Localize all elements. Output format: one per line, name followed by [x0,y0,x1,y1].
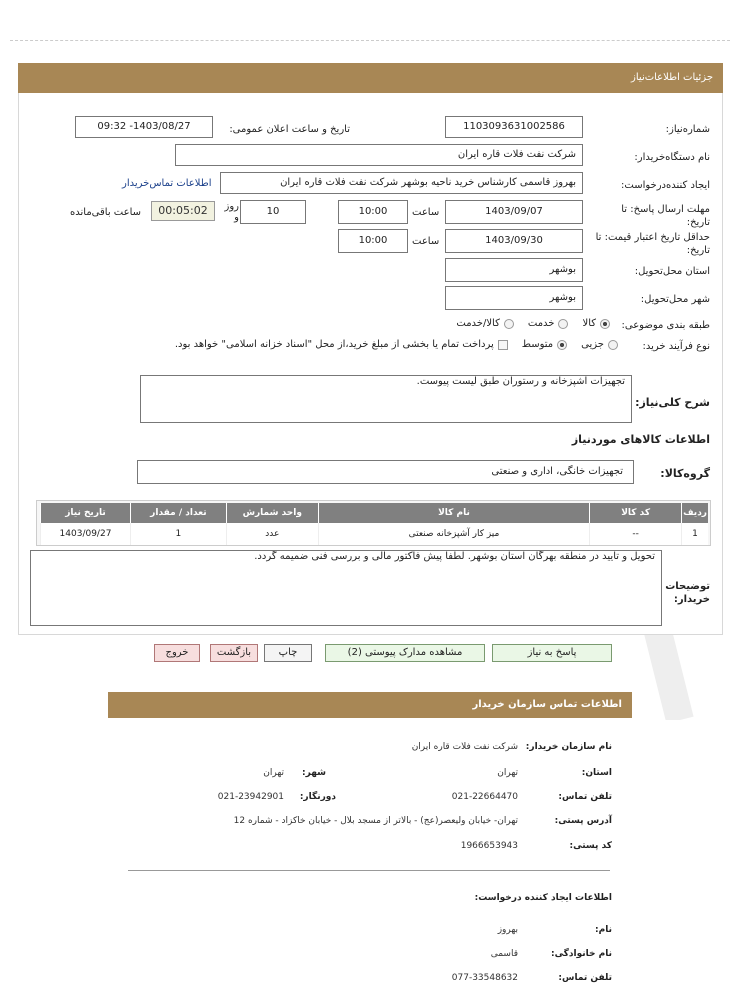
requester-phone-value: 077-33548632 [451,973,518,983]
goods-group-field: تجهیزات خانگی، اداری و صنعتی [137,460,634,484]
process-minor-label: جزیی [581,339,604,350]
col-name: نام کالا [318,503,590,523]
radio-minor[interactable] [608,340,618,350]
city-contact-label: شهر: [302,768,326,778]
reply-time-field: 10:00 [338,200,408,224]
payment-note: پرداخت تمام یا بخشی از مبلغ خرید،از محل "اسناد خزانه اسلامی" خواهد بود. [174,339,494,350]
goods-group-label: گروه‌کالا: [660,467,710,480]
process-medium-label: متوسط [521,339,554,350]
city-field: بوشهر [445,286,583,310]
phone-value: 021-22664470 [451,792,518,802]
back-button[interactable]: بازگشت [210,644,258,662]
days-label: روز و [224,201,239,223]
city-label: شهر محل‌تحویل: [640,294,710,305]
payment-checkbox[interactable] [498,340,508,350]
items-table [40,503,708,545]
table-row [41,523,709,545]
remaining-label: ساعت باقی‌مانده [70,207,142,218]
category-goods-label: کالا [582,318,596,329]
price-validity-date-field: 1403/09/30 [445,229,583,253]
requester-phone-label: تلفن تماس: [558,973,612,983]
province-label: استان محل‌تحویل: [634,266,710,277]
radio-medium[interactable] [557,340,567,350]
process-label: نوع فرآیند خرید: [642,341,710,352]
buyer-contact-link[interactable]: اطلاعات تماس‌خریدار [122,178,212,189]
address-value: تهران- خیابان ولیعصر(عج) - بالاتر از مسجد بلال - خیابان خاکزاد - شماره 12 [233,816,518,826]
cell-row: 1 [682,523,708,545]
reply-date-field: 1403/09/07 [445,200,583,224]
col-qty: تعداد / مقدار [130,503,226,523]
summary-label: شرح کلی‌نیاز: [635,396,710,409]
fax-label: دورنگار: [299,792,336,802]
category-both[interactable] [456,318,514,329]
radio-goods[interactable] [600,319,610,329]
process-radios [175,339,618,350]
buyer-notes-label: توضیحات خریدار: [665,581,710,605]
category-goods[interactable] [582,318,610,329]
top-divider [10,40,730,41]
price-validity-label: حداقل تاریخ اعتبار قیمت: تا تاریخ: [595,232,710,256]
buyer-org-label: نام دستگاه‌خریدار: [634,152,710,163]
col-code: کد کالا [590,503,682,523]
phone-label: تلفن تماس: [558,792,612,802]
cell-date: 1403/09/27 [41,523,131,545]
postal-label: کد پستی: [569,841,612,851]
requester-name-value: بهروز [497,925,518,935]
cell-unit: عدد [226,523,318,545]
attachments-button[interactable]: مشاهده مدارک پیوستی (2) [325,644,485,662]
category-service-label: خدمت [527,318,555,329]
fax-value: 021-23942901 [217,792,284,802]
col-row: ردیف [682,503,708,523]
price-time-field: 10:00 [338,229,408,253]
announce-field: 1403/08/27- 09:32 [75,116,213,138]
org-label: نام سازمان خریدار: [525,742,612,752]
postal-value: 1966653943 [460,841,518,851]
org-value: شرکت نفت فلات قاره ایران [411,742,518,752]
creator-label: ایجاد کننده‌درخواست: [621,180,710,191]
address-label: آدرس پستی: [554,816,612,826]
cell-name: میز کار آشپزخانه صنعتی [318,523,590,545]
summary-field: تجهیزات آشپزخانه و رستوران طبق لیست پیوست. [140,375,632,423]
reply-deadline-label: مهلت ارسال پاسخ: تا تاریخ: [621,204,710,228]
province-field: بوشهر [445,258,583,282]
requester-title: اطلاعات ایجاد کننده درخواست: [474,893,612,903]
announce-label: تاریخ و ساعت اعلان عمومی: [229,124,350,135]
creator-field: بهروز قاسمی کارشناس خرید ناحیه بوشهر شرکت نفت فلات قاره ایران [220,172,583,194]
panel-title: جزئیات اطلاعات‌نیاز [18,63,723,93]
process-medium[interactable] [522,339,567,350]
cell-qty: 1 [130,523,226,545]
category-both-label: کالا/خدمت [456,318,500,329]
province-contact-label: استان: [581,768,612,778]
requester-family-label: نام خانوادگی: [550,949,612,959]
exit-button[interactable]: خروج [154,644,200,662]
need-number-label: شماره‌نیاز: [665,124,710,135]
cell-code: -- [590,523,682,545]
radio-service[interactable] [558,319,568,329]
category-label: طبقه بندی موضوعی: [621,320,710,331]
process-minor[interactable] [581,339,618,350]
buyer-notes-field: تحویل و تایید در منطقه بهرگان استان بوشهر. لطفا پیش فاکتور مالی و بررسی فنی ضمیمه گردد. [30,550,662,626]
payment-option[interactable] [175,339,508,350]
need-number-field: 1103093631002586 [445,116,583,138]
radio-both[interactable] [504,319,514,329]
goods-section-title: اطلاعات کالاهای موردنیاز [571,433,710,446]
items-table-header [41,503,709,523]
reply-time-label: ساعت [412,207,440,218]
print-button[interactable]: چاپ [264,644,312,662]
requester-name-label: نام: [595,925,612,935]
countdown-timer: 00:05:02 [151,201,215,221]
contact-divider [128,870,610,871]
category-service[interactable] [528,318,569,329]
city-contact-value: تهران [263,768,284,778]
province-contact-value: تهران [497,768,518,778]
reply-button[interactable]: پاسخ به نیاز [492,644,612,662]
col-unit: واحد شمارش [226,503,318,523]
days-field: 10 [240,200,306,224]
requester-family-value: قاسمی [490,949,518,959]
contact-section-title: اطلاعات تماس سازمان خریدار [108,692,632,718]
category-radios [456,318,610,329]
price-time-label: ساعت [412,236,440,247]
buyer-org-field: شرکت نفت فلات قاره ایران [175,144,583,166]
col-date: تاریخ نیاز [41,503,131,523]
